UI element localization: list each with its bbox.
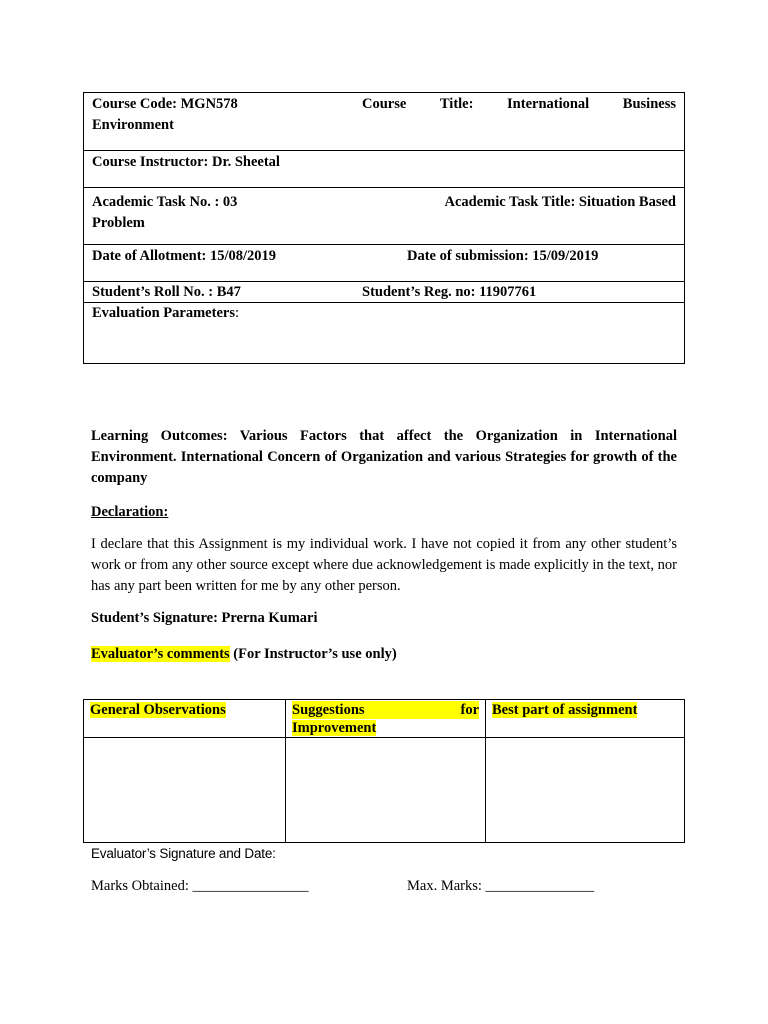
student-roll-no: Student’s Roll No. : B47 bbox=[92, 284, 241, 300]
general-observations-column bbox=[84, 700, 285, 842]
best-part-header: Best part of assignment bbox=[492, 702, 638, 718]
academic-task-row bbox=[84, 188, 684, 245]
course-title: Course Title: International Business bbox=[362, 96, 676, 112]
course-row bbox=[84, 93, 684, 151]
student-reg-no: Student’s Reg. no: 11907761 bbox=[362, 284, 537, 300]
date-of-submission: Date of submission: 15/09/2019 bbox=[407, 248, 599, 264]
evaluator-comments-label: Evaluator’s comments bbox=[91, 646, 230, 662]
roll-row bbox=[84, 282, 684, 303]
suggestions-column bbox=[285, 700, 485, 842]
suggestions-header: Suggestions for Improvement bbox=[292, 702, 479, 736]
student-signature: Student’s Signature: Prerna Kumari bbox=[91, 610, 318, 626]
general-observations-header: General Observations bbox=[90, 702, 226, 718]
max-marks: Max. Marks: _______________ bbox=[407, 878, 595, 894]
best-part-column bbox=[485, 700, 684, 842]
dates-row bbox=[84, 245, 684, 282]
date-of-allotment: Date of Allotment: 15/08/2019 bbox=[92, 248, 277, 264]
course-instructor: Course Instructor: Dr. Sheetal bbox=[92, 154, 280, 170]
evaluator-signature-and-date: Evaluator’s Signature and Date: bbox=[91, 846, 276, 861]
academic-task-title: Academic Task Title: Situation Based bbox=[444, 194, 676, 210]
learning-outcomes: Learning Outcomes: Various Factors that affect the Organization in International Environment. International Concern of Organization and various Strategies for growth of the company bbox=[91, 428, 677, 486]
course-title-continued: Environment bbox=[92, 117, 174, 133]
academic-task-title-continued: Problem bbox=[92, 215, 145, 231]
course-code: Course Code: MGN578 bbox=[92, 96, 238, 112]
course-info-table bbox=[83, 92, 685, 364]
marks-obtained: Marks Obtained: ________________ bbox=[91, 878, 309, 894]
instructor-use-note: (For Instructor’s use only) bbox=[229, 646, 397, 662]
evaluator-comments-heading bbox=[91, 644, 677, 665]
evaluator-table bbox=[83, 699, 685, 843]
instructor-row bbox=[84, 151, 684, 188]
declaration-text: I declare that this Assignment is my individual work. I have not copied it from any other student’s work or from any other source except where due acknowledgement is made explicitly in the text, nor has any part been written for me by any other person. bbox=[91, 536, 677, 594]
declaration-heading: Declaration: bbox=[91, 504, 169, 520]
academic-task-no: Academic Task No. : 03 bbox=[92, 194, 238, 210]
evaluation-parameters-row bbox=[84, 303, 684, 363]
evaluation-parameters: Evaluation Parameters: bbox=[92, 305, 239, 321]
